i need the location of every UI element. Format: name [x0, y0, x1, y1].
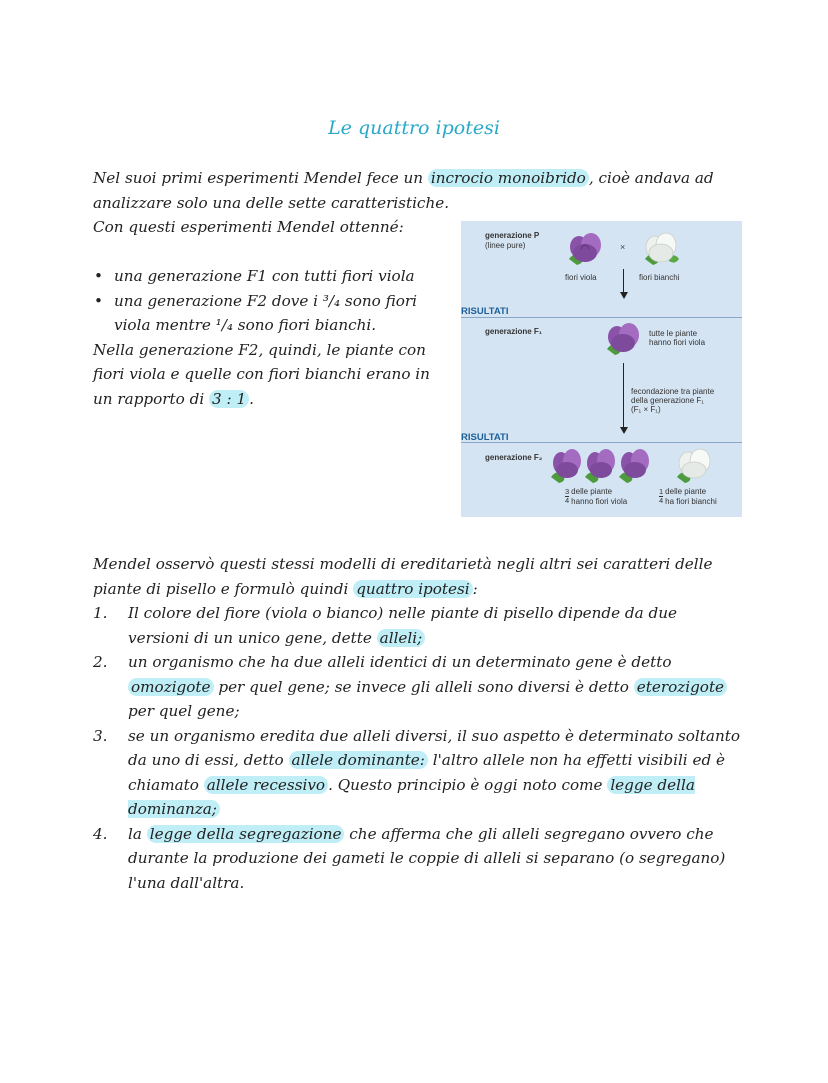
- mendel-intro-text: Mendel osservò questi stessi modelli di ereditarietà negli altri sei caratteri delle piante di pisello e formulò quindi: [93, 555, 713, 598]
- hypotheses-list: [93, 601, 743, 895]
- arrow-shaft: [623, 269, 624, 293]
- item-text: per quel gene; se invece gli alleli sono diversi è detto: [213, 677, 634, 696]
- mendel-hypotheses-section: [93, 552, 743, 895]
- divider: [461, 317, 742, 318]
- item-text: la: [128, 824, 147, 843]
- list-item: [93, 822, 743, 896]
- arrow-shaft: [623, 363, 624, 429]
- intro-paragraph: [93, 166, 733, 215]
- f2-purple-caption: [565, 487, 627, 506]
- fraction-three-quarters: [565, 488, 569, 505]
- gen-p-sub: (linee pure): [485, 241, 526, 250]
- f2-purple-line1: delle piante: [571, 487, 613, 496]
- f1-caption-line2: hanno fiori viola: [649, 338, 706, 347]
- mendel-intro-end: :: [472, 579, 478, 598]
- arrow-down-icon: [620, 292, 628, 299]
- purple-label: fiori viola: [565, 273, 597, 282]
- highlight-ratio: 3 : 1: [209, 390, 249, 408]
- results-label: RISULTATI: [461, 306, 509, 317]
- highlight-term: allele recessivo: [204, 776, 328, 794]
- purple-flower-icon: [603, 319, 645, 359]
- fertilization-line2: della generazione F₁: [631, 396, 704, 405]
- fraction-numerator: 1: [659, 487, 664, 496]
- results-summary: [93, 264, 443, 411]
- item-text: l'altro allele non ha effetti visibili ed è chiamato: [128, 751, 726, 794]
- page-title: Le quattro ipotesi: [328, 117, 500, 139]
- f2-white-caption: [659, 487, 717, 506]
- highlight-term: omozigote: [128, 678, 214, 696]
- fertilization-line1: fecondazione tra piante: [631, 387, 715, 396]
- item-number: 2.: [93, 653, 108, 671]
- item-number: 4.: [93, 824, 108, 843]
- highlight-incrocio-monoibrido: incrocio monoibrido: [428, 169, 589, 187]
- bullet-item: • una generazione F1 con tutti fiori viola: [93, 264, 443, 289]
- highlight-quattro-ipotesi: quattro ipotesi: [353, 580, 472, 598]
- intro-text: Nel suoi primi esperimenti Mendel fece un: [93, 169, 428, 187]
- item-number: 3.: [93, 726, 108, 745]
- intro-paragraph-2: Con questi esperimenti Mendel ottenné:: [93, 218, 404, 236]
- bullet-item: • una generazione F2 dove i ³/₄ sono fiori viola mentre ¹/₄ sono fiori bianchi.: [93, 289, 443, 338]
- f2-purple-line2: hanno fiori viola: [571, 496, 628, 506]
- fraction-denominator: 4: [565, 496, 570, 505]
- fraction-one-quarter: [659, 488, 663, 505]
- results-label: RISULTATI: [461, 432, 509, 443]
- f1-caption-line1: tutte le piante: [649, 329, 698, 338]
- f2-white-line1: delle piante: [665, 487, 707, 496]
- fraction-numerator: 3: [565, 487, 570, 496]
- highlight-term: allele dominante:: [289, 751, 428, 769]
- item-text: un organismo che ha due alleli identici di un determinato gene è detto: [128, 653, 672, 671]
- highlight-term: alleli;: [377, 629, 426, 647]
- white-label: fiori bianchi: [639, 273, 680, 282]
- gen-f1-label: generazione F₁: [485, 327, 543, 336]
- mendel-cross-figure: [461, 221, 742, 517]
- f2-text-end: .: [249, 389, 254, 408]
- highlight-term: eterozigote: [634, 678, 727, 696]
- item-text: . Questo principio è oggi noto come: [328, 775, 608, 794]
- list-item: [93, 601, 743, 650]
- item-text: se un organismo eredita due alleli diversi, il suo aspetto è determinato soltanto da uno di essi, detto: [128, 726, 740, 769]
- divider: [461, 442, 742, 443]
- list-item: [93, 724, 743, 822]
- intro-text-end: , cioè andava ad analizzare solo una delle sette caratteristiche.: [93, 169, 714, 212]
- f2-paragraph: [93, 338, 443, 412]
- cross-symbol: ×: [620, 242, 626, 252]
- item-number: 1.: [93, 604, 108, 622]
- bullet-list: [93, 264, 443, 338]
- f2-text: Nella generazione F2, quindi, le piante con fiori viola e quelle con fiori bianchi erano in un rapporto di: [93, 340, 430, 408]
- white-flower-icon: [639, 229, 681, 269]
- three-purple-flowers-icon: [549, 445, 653, 485]
- gen-p-label: generazione P: [485, 231, 540, 240]
- arrow-down-icon: [620, 427, 628, 434]
- list-item: [93, 650, 743, 724]
- fertilization-line3: (F₁ × F₁): [631, 405, 661, 414]
- highlight-term: legge della dominanza;: [128, 775, 695, 818]
- purple-flower-icon: [565, 229, 605, 269]
- mendel-intro: [93, 552, 743, 601]
- item-text: per quel gene;: [128, 702, 240, 720]
- gen-f2-label: generazione F₂: [485, 453, 543, 462]
- item-text: Il colore del fiore (viola o bianco) nelle piante di pisello dipende da due versioni di un unico gene, dette: [128, 604, 677, 647]
- highlight-term: legge della segregazione: [147, 825, 345, 843]
- f2-white-line2: ha fiori bianchi: [665, 496, 717, 506]
- item-text: che afferma che gli alleli segregano ovvero che durante la produzione dei gameti le coppie di alleli si separano (o segregano) l'una dall'altra.: [128, 824, 726, 892]
- fraction-denominator: 4: [659, 496, 664, 505]
- white-flower-icon: [673, 445, 717, 485]
